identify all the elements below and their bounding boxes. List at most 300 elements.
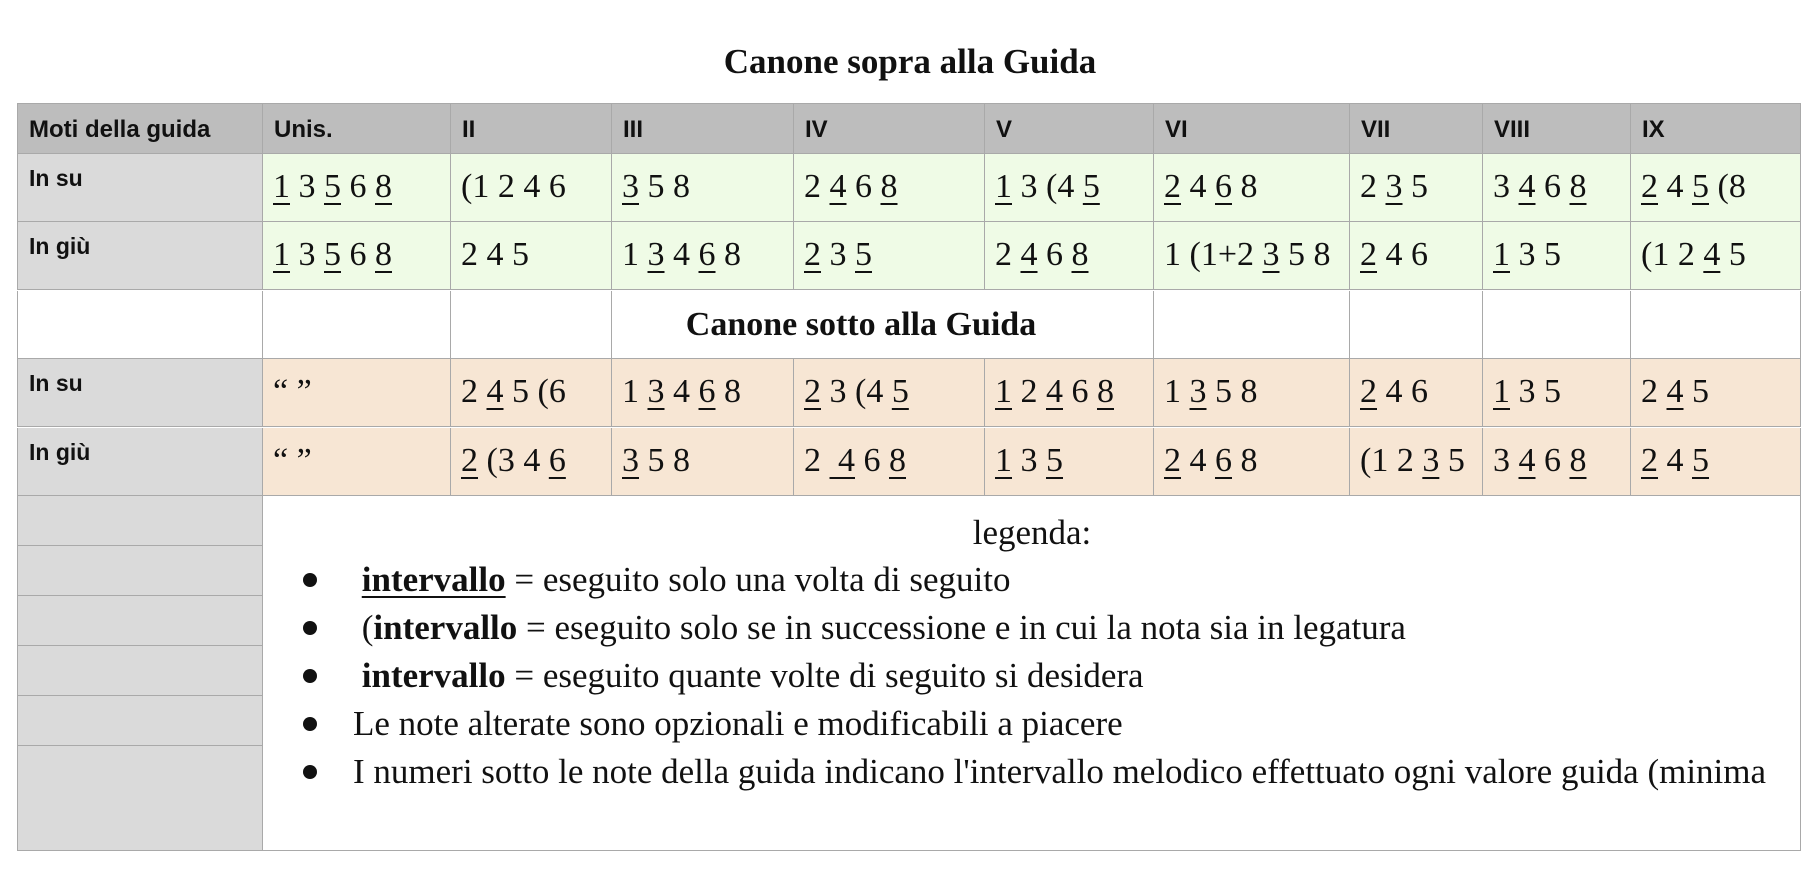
token-space	[1403, 236, 1412, 273]
interval-number: “ ”	[273, 442, 312, 479]
interval-number: (4	[855, 373, 884, 410]
interval-number-underlined: 2	[1360, 236, 1377, 273]
token-space	[1063, 236, 1072, 273]
interval-number-underlined: 3	[1385, 168, 1403, 205]
interval-number: 8	[1313, 236, 1331, 273]
interval-number-underlined: 5	[1046, 442, 1063, 479]
interval-number: 6	[1071, 373, 1089, 410]
token-space	[316, 168, 325, 205]
legend-text: = eseguito solo se in successione e in cui la nota sia in legatura	[517, 608, 1406, 647]
interval-cell	[451, 154, 612, 222]
token-space	[847, 373, 856, 410]
legend-term-parenthesized: intervallo	[373, 608, 518, 647]
token-space	[1232, 373, 1241, 410]
interval-number: (1	[1641, 236, 1670, 273]
interval-number: 5	[1215, 373, 1232, 410]
legend-side-stripe	[17, 546, 263, 596]
legend-item	[295, 556, 1795, 604]
interval-number: 4	[1666, 442, 1684, 479]
header-interval: IX	[1631, 103, 1801, 154]
interval-cell	[1631, 428, 1801, 496]
interval-cell	[985, 154, 1154, 222]
legend-text: I numeri sotto le note della guida indicano l'intervallo melodico effettuato ogni valore guida (minima	[353, 752, 1767, 791]
interval-number: 5	[512, 373, 529, 410]
interval-number-underlined: 3	[622, 168, 639, 205]
interval-number-underlined: 1	[273, 168, 290, 205]
interval-number: 6	[1544, 442, 1561, 479]
legend-item	[295, 604, 1795, 652]
header-interval: Unis.	[263, 103, 451, 154]
token-space	[1669, 236, 1678, 273]
interval-number: 6	[1411, 373, 1428, 410]
interval-cell	[263, 154, 451, 222]
section-subtitle: Canone sotto alla Guida	[685, 306, 1037, 343]
token-space	[821, 236, 830, 273]
token-space	[1403, 373, 1412, 410]
token-space	[690, 236, 699, 273]
interval-cell	[612, 154, 794, 222]
blank-cell	[17, 291, 263, 359]
interval-number-underlined: 4	[829, 168, 847, 205]
token-space	[1377, 236, 1386, 273]
token-space	[1658, 168, 1667, 205]
blank-cell	[1350, 291, 1483, 359]
interval-cell	[1154, 222, 1350, 290]
interval-number-underlined: 4	[1703, 236, 1721, 273]
header-interval: IV	[794, 103, 985, 154]
interval-number: 5	[1692, 373, 1709, 410]
interval-cell	[612, 359, 794, 427]
interval-number: 2	[461, 236, 478, 273]
legend-side-stripe	[17, 746, 263, 851]
interval-number-underlined: 3	[647, 236, 665, 273]
token-space	[529, 373, 538, 410]
header-interval: VIII	[1483, 103, 1631, 154]
token-space	[821, 442, 830, 479]
interval-number: 3	[1518, 373, 1536, 410]
interval-number-underlined: 8	[375, 236, 392, 273]
interval-number-underlined: 1	[995, 168, 1012, 205]
interval-number-underlined: 6	[698, 373, 716, 410]
token-space	[1536, 236, 1545, 273]
interval-number: 5	[647, 442, 665, 479]
token-space	[489, 168, 498, 205]
token-space	[1280, 236, 1289, 273]
interval-number-underlined: 5	[324, 236, 341, 273]
interval-number: 4	[1385, 236, 1403, 273]
token-space	[855, 442, 864, 479]
token-space	[1720, 236, 1729, 273]
row-label: In su	[17, 359, 263, 427]
interval-number: 4	[1666, 168, 1684, 205]
interval-number-underlined: 4	[1518, 168, 1536, 205]
interval-number-underlined: 6	[1215, 442, 1232, 479]
legend-side-stripe	[17, 696, 263, 746]
interval-number: 8	[673, 168, 690, 205]
interval-number: 3	[1020, 168, 1038, 205]
interval-number-underlined: 8	[880, 168, 898, 205]
header-interval: V	[985, 103, 1154, 154]
legend-item	[295, 700, 1795, 748]
interval-cell	[1483, 154, 1631, 222]
interval-cell	[1483, 428, 1631, 496]
token-space	[290, 236, 299, 273]
interval-number-underlined: 8	[1071, 236, 1089, 273]
interval-number: 5	[1411, 168, 1428, 205]
interval-number: 2	[1020, 373, 1038, 410]
interval-number: 2	[1360, 168, 1377, 205]
interval-number: 5	[512, 236, 529, 273]
interval-number-underlined: 2	[1641, 442, 1658, 479]
interval-number: 4	[486, 236, 504, 273]
token-space	[716, 373, 725, 410]
interval-cell	[794, 222, 985, 290]
legend-text: = eseguito solo una volta di seguito	[505, 560, 1011, 599]
interval-cell	[263, 359, 451, 427]
interval-cell	[985, 222, 1154, 290]
interval-cell	[612, 428, 794, 496]
token-space	[1561, 442, 1570, 479]
token-space	[872, 168, 881, 205]
legend-text: = eseguito quante volte di seguito si desidera	[505, 656, 1144, 695]
token-space	[821, 168, 830, 205]
blank-cell	[1154, 291, 1350, 359]
interval-number: 2	[1396, 442, 1414, 479]
interval-number-underlined: 2	[1164, 168, 1181, 205]
legend-text: Le note alterate sono opzionali e modificabili a piacere	[353, 704, 1123, 743]
page-title: Canone sopra alla Guida	[723, 42, 1097, 81]
token-space	[1709, 168, 1718, 205]
interval-number: 6	[1411, 236, 1428, 273]
interval-number-underlined: 8	[889, 442, 906, 479]
token-space	[1658, 373, 1667, 410]
interval-number: “ ”	[273, 373, 312, 410]
interval-number: 5	[1544, 373, 1561, 410]
interval-number: 5	[1447, 442, 1465, 479]
blank-cell	[263, 291, 451, 359]
interval-number: 3	[1020, 442, 1038, 479]
row-label: In giù	[17, 222, 263, 290]
interval-number: (8	[1717, 168, 1746, 205]
interval-cell	[263, 428, 451, 496]
legend-list	[295, 556, 1795, 796]
interval-number: 3	[298, 168, 316, 205]
token-space	[478, 236, 487, 273]
token-space	[367, 168, 376, 205]
token-space	[1658, 442, 1667, 479]
token-space	[639, 373, 648, 410]
token-space	[1207, 442, 1216, 479]
interval-number: 2	[995, 236, 1012, 273]
interval-number-underlined: 8	[1569, 442, 1587, 479]
token-space	[1012, 168, 1021, 205]
token-space	[821, 373, 830, 410]
interval-number-underlined: 4	[829, 442, 855, 479]
blank-cell	[1631, 291, 1801, 359]
interval-number: (1	[1360, 442, 1389, 479]
interval-number-underlined: 8	[375, 168, 392, 205]
token-space	[1254, 236, 1263, 273]
interval-number: (3	[486, 442, 515, 479]
token-space	[665, 168, 674, 205]
interval-number-underlined: 3	[622, 442, 639, 479]
interval-number: 3	[1518, 236, 1536, 273]
interval-cell	[1154, 359, 1350, 427]
token-space	[504, 373, 513, 410]
interval-number: 8	[724, 373, 741, 410]
interval-number-underlined: 1	[1493, 236, 1510, 273]
token-space	[881, 442, 890, 479]
interval-number-underlined: 5	[891, 373, 909, 410]
interval-number-underlined: 8	[1569, 168, 1587, 205]
token-space	[639, 236, 648, 273]
interval-number: 4	[673, 236, 690, 273]
token-space	[1510, 373, 1519, 410]
interval-cell	[1483, 359, 1631, 427]
interval-number-underlined: 4	[1666, 373, 1684, 410]
interval-cell	[1350, 428, 1483, 496]
legend-prefix: (	[353, 608, 374, 647]
token-space	[1038, 236, 1047, 273]
interval-number: 5	[1288, 236, 1305, 273]
legend-item	[295, 748, 1795, 796]
section-subtitle-cell	[612, 291, 1154, 359]
interval-cell	[612, 222, 794, 290]
token-space	[847, 236, 856, 273]
interval-number-underlined: 1	[273, 236, 290, 273]
token-space	[540, 168, 549, 205]
interval-number-underlined: 4	[1046, 373, 1063, 410]
token-space	[1012, 373, 1021, 410]
interval-number: 2	[497, 168, 515, 205]
legend-side-stripe	[17, 496, 263, 546]
token-space	[1684, 373, 1693, 410]
bullet-icon	[303, 717, 317, 731]
interval-number: 8	[1240, 168, 1258, 205]
token-space	[1074, 168, 1083, 205]
interval-number: 2	[1641, 373, 1658, 410]
interval-number: 3	[1493, 442, 1510, 479]
interval-number-underlined: 3	[1189, 373, 1207, 410]
interval-number: (6	[537, 373, 566, 410]
token-space	[478, 442, 487, 479]
token-space	[665, 373, 674, 410]
blank-cell	[1483, 291, 1631, 359]
interval-cell	[1350, 154, 1483, 222]
legend-item	[295, 652, 1795, 700]
token-space	[1038, 373, 1047, 410]
bullet-icon	[303, 621, 317, 635]
legend-title: legenda:	[972, 513, 1092, 552]
interval-number: 8	[1240, 442, 1258, 479]
interval-number: 2	[804, 442, 821, 479]
interval-cell	[451, 428, 612, 496]
token-space	[1181, 168, 1190, 205]
interval-number: 8	[673, 442, 690, 479]
interval-number-underlined: 2	[461, 442, 478, 479]
token-space	[639, 168, 648, 205]
interval-number: 3	[1493, 168, 1510, 205]
token-space	[290, 168, 299, 205]
row-label: In giù	[17, 428, 263, 496]
interval-number-underlined: 1	[995, 373, 1012, 410]
token-space	[1181, 373, 1190, 410]
token-space	[504, 236, 513, 273]
interval-number-underlined: 4	[1020, 236, 1038, 273]
interval-number: 5	[1728, 236, 1746, 273]
interval-cell	[985, 359, 1154, 427]
token-space	[1561, 168, 1570, 205]
interval-number: 6	[1544, 168, 1561, 205]
bullet-icon	[303, 573, 317, 587]
token-space	[316, 236, 325, 273]
legend-prefix	[353, 560, 362, 599]
interval-number: 5	[1544, 236, 1561, 273]
interval-number-underlined: 2	[804, 236, 821, 273]
token-space	[1038, 442, 1047, 479]
interval-number: 6	[548, 168, 566, 205]
interval-number: 8	[1240, 373, 1258, 410]
interval-cell	[794, 359, 985, 427]
token-space	[1510, 236, 1519, 273]
interval-number-underlined: 5	[1692, 442, 1709, 479]
interval-number: 8	[724, 236, 741, 273]
interval-cell	[794, 428, 985, 496]
token-space	[1012, 236, 1021, 273]
header-motion-label: Moti della guida	[17, 103, 263, 154]
token-space	[1403, 168, 1412, 205]
token-space	[1536, 442, 1545, 479]
token-space	[1207, 168, 1216, 205]
token-space	[1232, 168, 1241, 205]
interval-cell	[1350, 222, 1483, 290]
token-space	[1388, 442, 1397, 479]
interval-number: 1	[1164, 373, 1181, 410]
token-space	[341, 168, 350, 205]
interval-number-underlined: 6	[698, 236, 716, 273]
token-space	[367, 236, 376, 273]
token-space	[1536, 168, 1545, 205]
interval-number: 2	[1677, 236, 1695, 273]
token-space	[847, 168, 856, 205]
interval-cell	[985, 428, 1154, 496]
interval-number: 4	[523, 168, 541, 205]
token-space	[1684, 442, 1693, 479]
interval-number-underlined: 4	[486, 373, 504, 410]
token-space	[341, 236, 350, 273]
token-space	[1305, 236, 1314, 273]
interval-number-underlined: 5	[855, 236, 872, 273]
token-space	[1377, 373, 1386, 410]
interval-number: 3	[829, 236, 847, 273]
token-space	[1181, 236, 1190, 273]
interval-cell	[1154, 428, 1350, 496]
interval-number-underlined: 2	[1641, 168, 1658, 205]
header-interval: VII	[1350, 103, 1483, 154]
token-space	[1510, 442, 1519, 479]
row-label: In su	[17, 154, 263, 222]
interval-number-underlined: 6	[1215, 168, 1232, 205]
interval-number: 2	[461, 373, 478, 410]
token-space	[1038, 168, 1047, 205]
bullet-icon	[303, 669, 317, 683]
token-space	[639, 442, 648, 479]
token-space	[665, 442, 674, 479]
token-space	[1684, 168, 1693, 205]
interval-cell	[1631, 222, 1801, 290]
interval-number-underlined: 2	[804, 373, 821, 410]
interval-number: 1	[622, 373, 639, 410]
interval-cell	[263, 222, 451, 290]
interval-cell	[451, 222, 612, 290]
legend-side-stripe	[17, 596, 263, 646]
bullet-icon	[303, 765, 317, 779]
legend-term-plain: intervallo	[361, 656, 506, 695]
interval-number: 4	[1385, 373, 1403, 410]
token-space	[690, 373, 699, 410]
legend-prefix	[353, 656, 362, 695]
interval-number-underlined: 5	[324, 168, 341, 205]
header-interval: II	[451, 103, 612, 154]
legend-side-stripe	[17, 646, 263, 696]
interval-cell	[1154, 154, 1350, 222]
header-interval: VI	[1154, 103, 1350, 154]
interval-number-underlined: 1	[995, 442, 1012, 479]
interval-number-underlined: 8	[1097, 373, 1114, 410]
interval-number-underlined: 5	[1692, 168, 1709, 205]
token-space	[1089, 373, 1098, 410]
interval-number: 3	[829, 373, 847, 410]
interval-number: 1	[1164, 236, 1181, 273]
token-space	[1232, 442, 1241, 479]
interval-cell	[1350, 359, 1483, 427]
token-space	[1063, 373, 1072, 410]
interval-number: 6	[349, 236, 367, 273]
legend-term-underlined: intervallo	[361, 560, 506, 599]
interval-number-underlined: 3	[1422, 442, 1440, 479]
header-interval: III	[612, 103, 794, 154]
interval-number: 6	[863, 442, 881, 479]
token-space	[1536, 373, 1545, 410]
interval-number-underlined: 5	[1082, 168, 1100, 205]
interval-number: 3	[298, 236, 316, 273]
interval-number: (1	[461, 168, 490, 205]
interval-number: (4	[1046, 168, 1075, 205]
interval-number-underlined: 3	[1262, 236, 1280, 273]
token-space	[1207, 373, 1216, 410]
interval-cell	[451, 359, 612, 427]
interval-cell	[1483, 222, 1631, 290]
interval-number: 6	[349, 168, 367, 205]
interval-number-underlined: 3	[647, 373, 665, 410]
token-space	[1510, 168, 1519, 205]
token-space	[883, 373, 892, 410]
interval-number: 4	[523, 442, 541, 479]
interval-cell	[1631, 359, 1801, 427]
interval-number-underlined: 4	[1518, 442, 1536, 479]
token-space	[1012, 442, 1021, 479]
token-space	[665, 236, 674, 273]
token-space	[540, 442, 549, 479]
interval-number: 6	[855, 168, 872, 205]
interval-number: 4	[1189, 168, 1207, 205]
interval-number-underlined: 6	[548, 442, 566, 479]
interval-number: 1	[622, 236, 639, 273]
interval-number-underlined: 2	[1164, 442, 1181, 479]
interval-number: (1+2	[1189, 236, 1254, 273]
interval-number: 6	[1046, 236, 1063, 273]
interval-number: 4	[673, 373, 690, 410]
